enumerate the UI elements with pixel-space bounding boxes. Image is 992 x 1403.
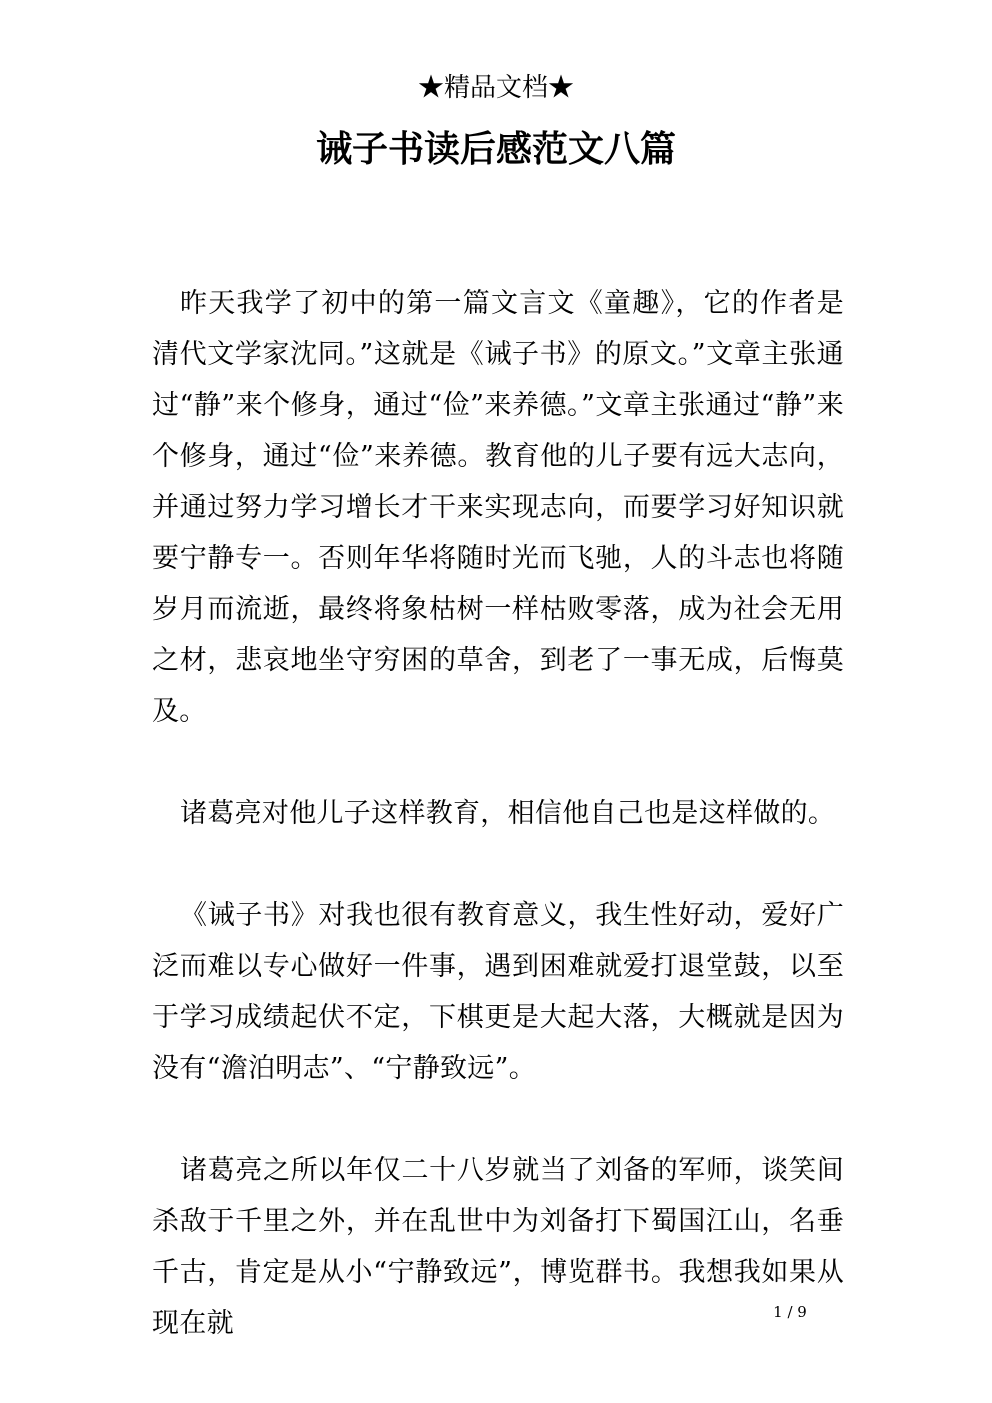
paragraph-1: 昨天我学了初中的第一篇文言文《童趣》，它的作者是清代文学家沈同。”这就是《诫子书》的原文。”文章主张通过“静”来个修身，通过“俭”来养德。”文章主张通过“静”来个修身，通过“俭”来养德。教育他的儿子要有远大志向，并通过努力学习增长才干来实现志向，而要学习好知识就要宁静专一。否则年华将随时光而飞驰，人的斗志也将随岁月而流逝，最终将象枯树一样枯败零落，成为社会无用之材，悲哀地坐守穷困的草舍，到老了一事无成，后悔莫及。 — [152, 288, 844, 727]
paragraph-4: 诸葛亮之所以年仅二十八岁就当了刘备的军师，谈笑间杀敌于千里之外，并在乱世中为刘备打下蜀国江山，名垂千古，肯定是从小“宁静致远”，博览群书。我想我如果从现在就 — [152, 1155, 844, 1339]
paragraph-2: 诸葛亮对他儿子这样教育，相信他自己也是这样做的。 — [180, 798, 836, 829]
paragraph-3: 《诫子书》对我也很有教育意义，我生性好动，爱好广泛而难以专心做好一件事，遇到困难就爱打退堂鼓，以至于学习成绩起伏不定，下棋更是大起大落，大概就是因为没有“澹泊明志”、“宁静致远”。 — [152, 900, 844, 1084]
page-number: 1 / 9 — [773, 1303, 807, 1321]
document-body — [152, 278, 844, 1349]
document-header: ★精品文档★ — [417, 73, 574, 103]
document-title: 诫子书读后感范文八篇 — [315, 128, 676, 170]
